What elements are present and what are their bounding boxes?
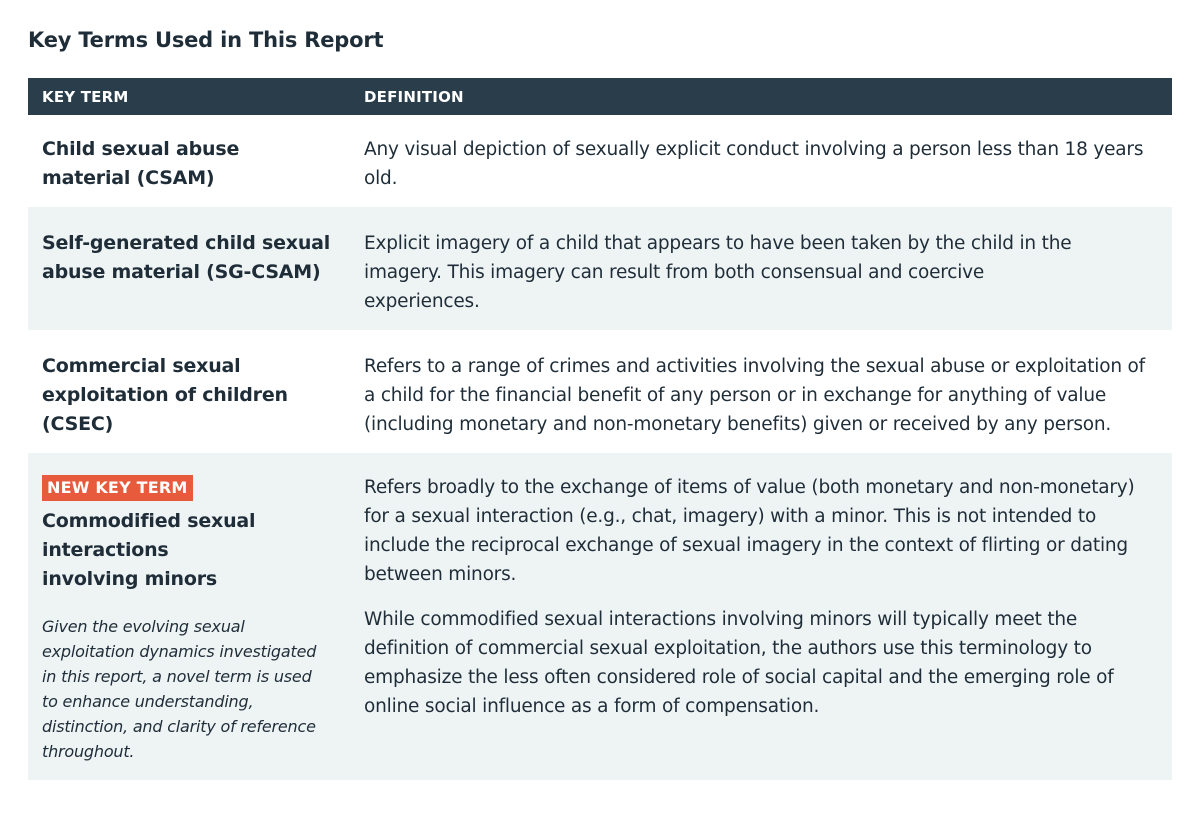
table-row xyxy=(28,453,1172,780)
header-definition: DEFINITION xyxy=(350,78,1172,115)
definition-cell xyxy=(350,330,1172,453)
key-terms-table xyxy=(28,78,1172,780)
term-sg-csam: Self-generated child sexual abuse material (SG-CSAM) xyxy=(42,232,331,283)
term-cell xyxy=(28,207,350,330)
table-row xyxy=(28,115,1172,207)
definition-sg-csam: Explicit imagery of a child that appears to have been taken by the child in the imagery. This imagery can result from both consensual and coercive experiences. xyxy=(364,233,1072,312)
page-title: Key Terms Used in This Report xyxy=(28,28,384,52)
definition-cell xyxy=(350,207,1172,330)
term-note: Given the evolving sexual exploitation dynamics investigated in this report, a novel term is used to enhance understanding, distinction, and clarity of reference throughout. xyxy=(42,617,317,761)
definition-csam: Any visual depiction of sexually explicit conduct involving a person less than 18 years old. xyxy=(364,139,1144,189)
table-row xyxy=(28,207,1172,330)
header-key-term: KEY TERM xyxy=(28,78,350,115)
term-csec: Commercial sexual exploitation of children (CSEC) xyxy=(42,355,288,435)
definition-commodified-2: While commodified sexual interactions involving minors will typically meet the definition of commercial sexual exploitation, the authors use this terminology to emphasize the less often considered role of social capital and the emerging role of online social influence as a form of compensation. xyxy=(364,609,1114,717)
term-csam: Child sexual abuse material (CSAM) xyxy=(42,138,240,189)
term-cell xyxy=(28,330,350,453)
table-row xyxy=(28,330,1172,453)
definition-cell xyxy=(350,453,1172,780)
term-commodified: Commodified sexual interactions involving minors xyxy=(42,510,256,590)
definition-commodified-1: Refers broadly to the exchange of items of value (both monetary and non-monetary) for a sexual interaction (e.g., chat, imagery) with a minor. This is not intended to include the reciprocal exchange of sexual imagery in the context of flirting or dating between minors. xyxy=(364,477,1135,585)
new-key-term-badge: NEW KEY TERM xyxy=(42,475,193,501)
term-cell xyxy=(28,115,350,207)
header-row xyxy=(28,78,1172,115)
table-header xyxy=(28,78,1172,115)
definition-csec: Refers to a range of crimes and activities involving the sexual abuse or exploitation of a child for the financial benefit of any person or in exchange for anything of value (including monetary and non-monetary benefits) given or received by any person. xyxy=(364,356,1145,435)
term-cell xyxy=(28,453,350,780)
definition-cell xyxy=(350,115,1172,207)
